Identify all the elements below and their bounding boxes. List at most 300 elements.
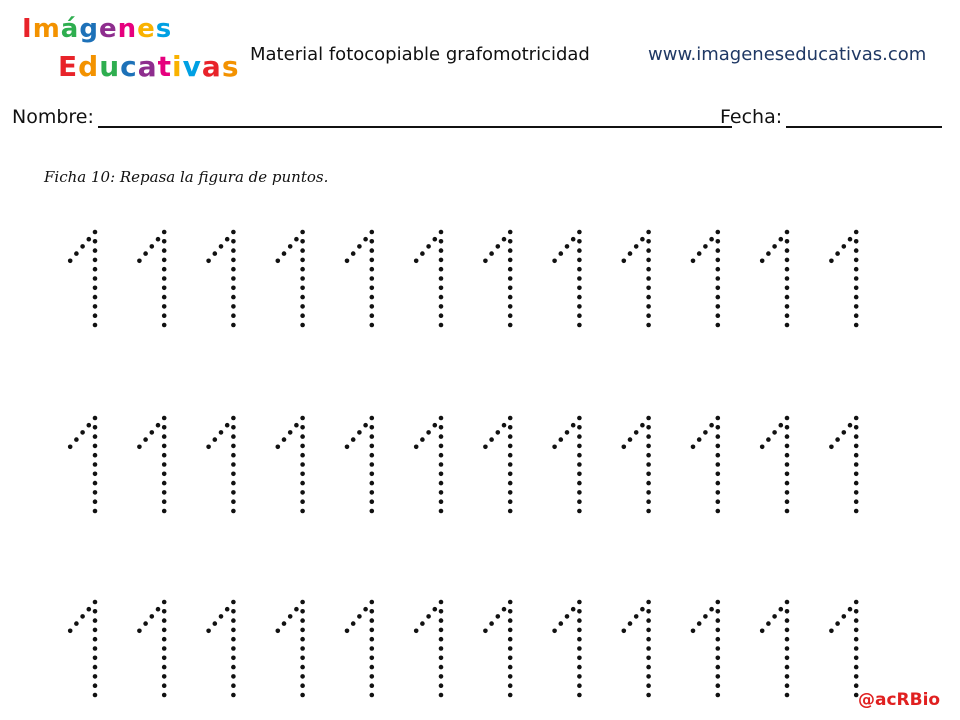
trace-dot [231, 490, 236, 495]
trace-dot [68, 259, 73, 264]
trace-dot [282, 437, 287, 442]
trace-dot [231, 453, 236, 458]
trace-dot [370, 509, 375, 514]
trace-dot [439, 618, 444, 623]
trace-dot [646, 453, 651, 458]
trace-dot [162, 628, 167, 633]
trace-dot [439, 609, 444, 614]
trace-dot [351, 251, 356, 256]
trace-dot [206, 259, 211, 264]
trace-dot [646, 628, 651, 633]
trace-dot [439, 637, 444, 642]
trace-dot [646, 609, 651, 614]
trace-dot [854, 295, 859, 300]
trace-dot [162, 637, 167, 642]
trace-dot [508, 323, 513, 328]
trace-dot [300, 674, 305, 679]
trace-dot [439, 230, 444, 235]
trace-dot [363, 607, 368, 612]
trace-dot [716, 248, 721, 253]
trace-dot [370, 248, 375, 253]
dotted-digit-1 [760, 416, 789, 514]
trace-dot [848, 423, 853, 428]
dotted-digit-1 [622, 600, 651, 698]
trace-dot [835, 251, 840, 256]
dotted-digit-1 [137, 416, 166, 514]
trace-dot [439, 434, 444, 439]
trace-dot [854, 683, 859, 688]
dotted-digit-1 [483, 416, 512, 514]
trace-dot [716, 674, 721, 679]
trace-dot [785, 481, 790, 486]
trace-dot [150, 244, 155, 249]
trace-dot [577, 323, 582, 328]
trace-dot [577, 453, 582, 458]
trace-dot [162, 665, 167, 670]
trace-dot [80, 614, 85, 619]
trace-dot [300, 425, 305, 430]
trace-dot [854, 656, 859, 661]
trace-dot [93, 637, 98, 642]
trace-dot [508, 693, 513, 698]
trace-dot [439, 481, 444, 486]
trace-dot [231, 499, 236, 504]
trace-dot [300, 295, 305, 300]
trace-dot [709, 237, 714, 242]
trace-dot [288, 614, 293, 619]
author-credit: @acRBio [858, 690, 941, 710]
trace-dot [716, 481, 721, 486]
trace-dot [577, 416, 582, 421]
trace-dot [691, 445, 696, 450]
trace-dot [162, 490, 167, 495]
trace-dot [426, 244, 431, 249]
trace-dot [577, 499, 582, 504]
trace-dot [420, 437, 425, 442]
trace-dot [162, 453, 167, 458]
trace-dot [508, 656, 513, 661]
trace-dot [640, 237, 645, 242]
trace-dot [508, 472, 513, 477]
trace-dot [854, 490, 859, 495]
trace-dot [577, 230, 582, 235]
trace-dot [577, 683, 582, 688]
trace-dot [854, 313, 859, 318]
trace-dot [716, 276, 721, 281]
trace-dot [716, 656, 721, 661]
trace-dot [231, 313, 236, 318]
trace-dot [508, 628, 513, 633]
trace-dot [577, 490, 582, 495]
trace-dot [300, 472, 305, 477]
trace-dot [628, 251, 633, 256]
trace-dot [288, 430, 293, 435]
trace-dot [370, 267, 375, 272]
trace-dot [370, 481, 375, 486]
trace-dot [300, 286, 305, 291]
trace-dot [439, 295, 444, 300]
trace-dot [439, 239, 444, 244]
trace-dot [439, 416, 444, 421]
trace-dot [508, 239, 513, 244]
trace-dot [68, 445, 73, 450]
trace-dot [577, 609, 582, 614]
trace-dot [213, 621, 218, 626]
trace-dot [646, 683, 651, 688]
trace-dot [300, 239, 305, 244]
trace-dot [854, 434, 859, 439]
dotted-digit-1 [206, 416, 235, 514]
trace-dot [508, 600, 513, 605]
trace-dot [716, 490, 721, 495]
trace-dot [93, 693, 98, 698]
trace-dot [854, 453, 859, 458]
dotted-digit-1 [691, 230, 720, 328]
dotted-digit-1 [622, 416, 651, 514]
trace-dot [439, 693, 444, 698]
trace-dot [162, 230, 167, 235]
trace-dot [785, 434, 790, 439]
trace-dot [577, 276, 582, 281]
trace-dot [93, 600, 98, 605]
trace-dot [571, 237, 576, 242]
trace-dot [646, 509, 651, 514]
trace-dot [716, 462, 721, 467]
trace-dot [439, 490, 444, 495]
trace-dot [502, 423, 507, 428]
trace-dot [162, 472, 167, 477]
dotted-digit-1 [829, 600, 858, 698]
trace-dot [785, 600, 790, 605]
website-url: www.imageneseducativas.com [648, 44, 927, 65]
trace-dot [646, 286, 651, 291]
trace-dot [646, 462, 651, 467]
trace-dot [300, 693, 305, 698]
trace-dot [162, 267, 167, 272]
dotted-digit-1 [622, 230, 651, 328]
trace-dot [300, 304, 305, 309]
trace-dot [854, 637, 859, 642]
trace-dot [508, 490, 513, 495]
trace-dot [854, 628, 859, 633]
trace-dot [231, 646, 236, 651]
trace-dot [785, 258, 790, 263]
trace-dot [854, 600, 859, 605]
date-blank-line[interactable] [786, 126, 942, 128]
trace-dot [502, 607, 507, 612]
trace-dot [93, 248, 98, 253]
dotted-digit-1 [483, 600, 512, 698]
dotted-digit-1 [760, 230, 789, 328]
trace-dot [156, 607, 161, 612]
trace-dot [785, 313, 790, 318]
trace-dot [785, 248, 790, 253]
trace-dot [162, 499, 167, 504]
trace-dot [370, 490, 375, 495]
trace-dot [785, 230, 790, 235]
trace-dot [496, 614, 501, 619]
trace-dot [282, 251, 287, 256]
trace-dot [225, 423, 230, 428]
trace-dot [433, 423, 438, 428]
trace-dot [93, 434, 98, 439]
trace-dot [785, 444, 790, 449]
trace-dot [414, 445, 419, 450]
trace-dot [439, 646, 444, 651]
trace-dot [231, 434, 236, 439]
trace-dot [646, 313, 651, 318]
trace-dot [703, 244, 708, 249]
trace-dot [634, 430, 639, 435]
trace-dot [703, 614, 708, 619]
trace-dot [294, 607, 299, 612]
trace-dot [288, 244, 293, 249]
trace-dot [559, 251, 564, 256]
name-blank-line[interactable] [98, 126, 732, 128]
trace-dot [508, 646, 513, 651]
trace-dot [87, 607, 92, 612]
trace-dot [231, 628, 236, 633]
trace-dot [646, 248, 651, 253]
trace-dot [300, 683, 305, 688]
trace-dot [370, 258, 375, 263]
trace-dot [646, 481, 651, 486]
trace-dot [766, 251, 771, 256]
trace-dot [300, 600, 305, 605]
trace-dot [577, 674, 582, 679]
trace-dot [231, 509, 236, 514]
trace-dot [93, 416, 98, 421]
trace-dot [156, 423, 161, 428]
trace-dot [162, 258, 167, 263]
trace-dot [577, 665, 582, 670]
trace-dot [162, 656, 167, 661]
trace-dot [439, 674, 444, 679]
trace-dot [577, 295, 582, 300]
trace-dot [508, 683, 513, 688]
trace-dot [716, 600, 721, 605]
trace-dot [716, 323, 721, 328]
trace-dot [206, 629, 211, 634]
trace-dot [716, 453, 721, 458]
trace-dot [300, 509, 305, 514]
trace-dot [508, 674, 513, 679]
trace-dot [508, 462, 513, 467]
trace-dot [508, 499, 513, 504]
trace-dot [370, 609, 375, 614]
trace-dot [93, 239, 98, 244]
dotted-digit-1 [829, 416, 858, 514]
trace-dot [433, 237, 438, 242]
trace-dot [716, 509, 721, 514]
trace-dot [300, 656, 305, 661]
trace-dot [162, 693, 167, 698]
trace-dot [835, 437, 840, 442]
trace-dot [231, 683, 236, 688]
trace-dot [709, 607, 714, 612]
trace-dot [300, 313, 305, 318]
trace-dot [93, 499, 98, 504]
trace-dot [420, 251, 425, 256]
trace-dot [93, 609, 98, 614]
trace-dot [93, 286, 98, 291]
trace-dot [213, 437, 218, 442]
trace-dot [628, 437, 633, 442]
trace-dot [370, 665, 375, 670]
trace-dot [508, 509, 513, 514]
trace-dot [68, 629, 73, 634]
trace-dot [697, 251, 702, 256]
trace-dot [300, 609, 305, 614]
trace-dot [716, 425, 721, 430]
trace-dot [760, 259, 765, 264]
trace-dot [760, 629, 765, 634]
trace-dot [502, 237, 507, 242]
trace-dot [231, 656, 236, 661]
trace-dot [691, 259, 696, 264]
trace-dot [628, 621, 633, 626]
trace-dot [93, 295, 98, 300]
trace-dot [577, 267, 582, 272]
trace-dot [716, 683, 721, 688]
trace-dot [854, 258, 859, 263]
trace-dot [300, 665, 305, 670]
trace-dot [162, 425, 167, 430]
trace-dot [351, 621, 356, 626]
trace-dot [87, 423, 92, 428]
trace-dot [854, 462, 859, 467]
trace-dot [785, 462, 790, 467]
trace-dot [785, 239, 790, 244]
trace-dot [577, 286, 582, 291]
trace-dot [439, 444, 444, 449]
trace-dot [300, 267, 305, 272]
trace-dot [370, 600, 375, 605]
trace-dot [219, 430, 224, 435]
trace-dot [785, 618, 790, 623]
trace-dot [231, 609, 236, 614]
trace-dot [439, 472, 444, 477]
trace-dot [785, 628, 790, 633]
trace-dot [559, 621, 564, 626]
trace-dot [231, 674, 236, 679]
trace-dot [426, 430, 431, 435]
trace-dot [231, 444, 236, 449]
trace-dot [439, 665, 444, 670]
trace-dot [162, 276, 167, 281]
name-date-row [12, 106, 942, 130]
trace-dot [622, 629, 627, 634]
trace-dot [439, 509, 444, 514]
trace-dot [646, 600, 651, 605]
trace-dot [854, 323, 859, 328]
trace-dot [565, 244, 570, 249]
trace-dot [439, 628, 444, 633]
trace-dot [577, 656, 582, 661]
trace-dot [370, 416, 375, 421]
trace-dot [231, 665, 236, 670]
trace-dot [219, 614, 224, 619]
worksheet-subtitle: Material fotocopiable grafomotricidad [250, 44, 590, 65]
trace-dot [842, 244, 847, 249]
trace-dot [760, 445, 765, 450]
dotted-digit-1 [760, 600, 789, 698]
trace-dot [716, 239, 721, 244]
trace-dot [716, 637, 721, 642]
trace-dot [489, 251, 494, 256]
trace-dot [93, 444, 98, 449]
trace-dot [785, 286, 790, 291]
trace-dot [854, 230, 859, 235]
trace-dot [93, 509, 98, 514]
trace-dot [143, 621, 148, 626]
trace-dot [785, 276, 790, 281]
trace-dot [854, 248, 859, 253]
dotted-digit-1 [68, 230, 97, 328]
trace-dot [854, 416, 859, 421]
dotted-digit-1 [137, 230, 166, 328]
dotted-digit-1 [345, 600, 374, 698]
trace-dot [93, 425, 98, 430]
trace-dot [300, 323, 305, 328]
trace-dot [162, 646, 167, 651]
trace-dot [231, 276, 236, 281]
trace-dot [370, 276, 375, 281]
trace-dot [213, 251, 218, 256]
date-label: Fecha: [720, 106, 783, 128]
trace-dot [162, 674, 167, 679]
imagenes-educativas-logo [22, 14, 240, 84]
trace-dot [622, 445, 627, 450]
trace-dot [785, 304, 790, 309]
trace-dot [508, 295, 513, 300]
name-label: Nombre: [12, 106, 94, 128]
trace-dot [640, 607, 645, 612]
trace-dot [785, 453, 790, 458]
trace-dot [854, 267, 859, 272]
trace-dot [414, 259, 419, 264]
trace-dot [439, 267, 444, 272]
trace-dot [646, 239, 651, 244]
trace-dot [703, 430, 708, 435]
trace-dot [552, 445, 557, 450]
trace-dot [577, 434, 582, 439]
trace-dot [231, 425, 236, 430]
trace-dot [300, 258, 305, 263]
trace-dot [93, 453, 98, 458]
trace-dot [370, 618, 375, 623]
trace-dot [162, 304, 167, 309]
exercise-instruction: Ficha 10: Repasa la figura de puntos. [44, 168, 329, 186]
trace-dot [439, 425, 444, 430]
trace-dot [716, 267, 721, 272]
trace-dot [231, 295, 236, 300]
trace-dot [508, 416, 513, 421]
trace-dot [439, 276, 444, 281]
trace-dot [508, 276, 513, 281]
trace-dot [785, 683, 790, 688]
trace-dot [370, 425, 375, 430]
trace-dot [854, 509, 859, 514]
trace-dot [433, 607, 438, 612]
trace-dot [646, 230, 651, 235]
trace-dot [552, 259, 557, 264]
trace-dot [779, 237, 784, 242]
trace-dot [716, 609, 721, 614]
trace-dot [370, 637, 375, 642]
trace-dot [93, 276, 98, 281]
trace-dot [300, 444, 305, 449]
